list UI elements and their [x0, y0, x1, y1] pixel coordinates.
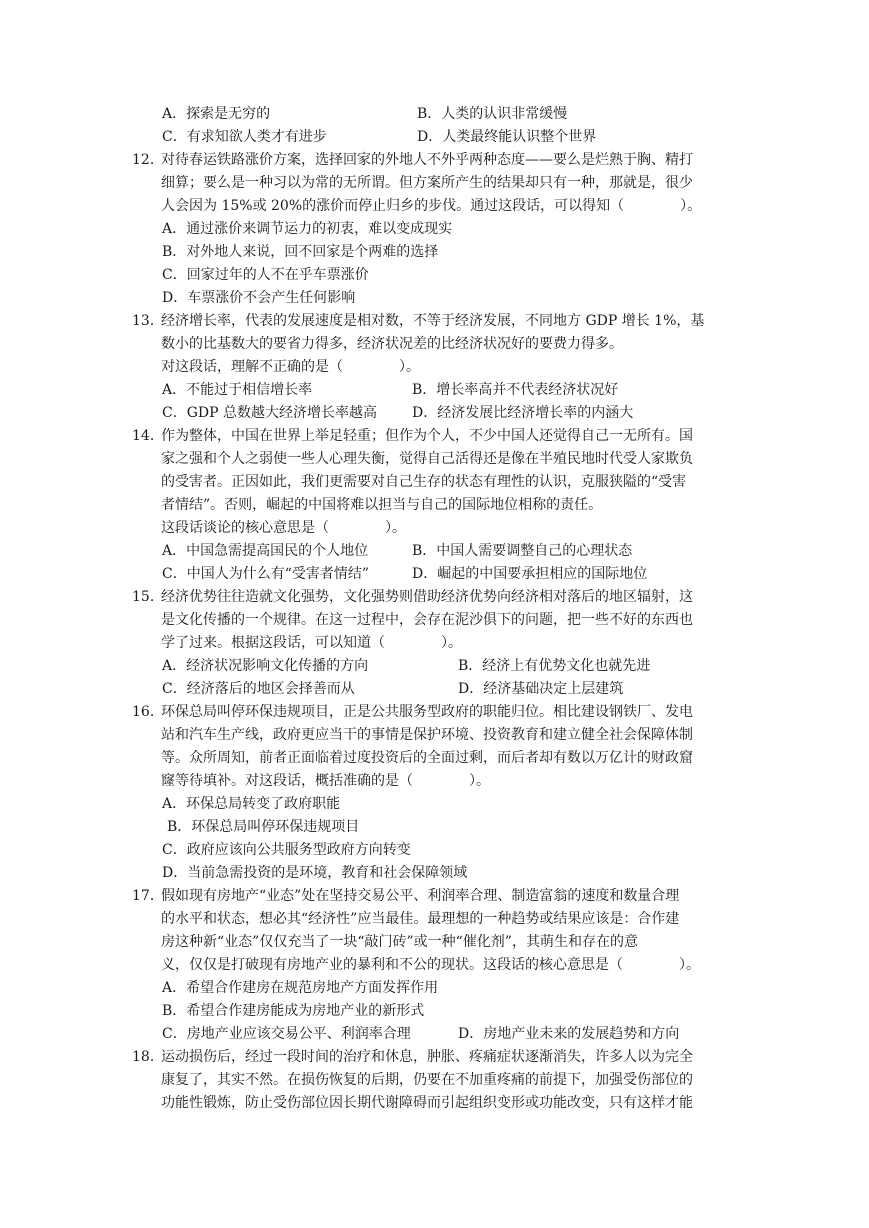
q15-number: 15．	[132, 589, 164, 605]
q14-number: 14．	[132, 428, 164, 444]
q12-option-a: A．通过涨价来调节运力的初衷，难以变成现实	[162, 221, 453, 237]
q16-stem-line: 环保总局叫停环保违规项目，正是公共服务型政府的职能归位。相比建设钢铁厂、发电	[161, 704, 693, 720]
q14-option-d: D．崛起的中国要承担相应的国际地位	[412, 566, 648, 582]
q11-option-c: C．有求知欲人类才有进步	[162, 129, 327, 145]
q17-option-d: D．房地产业未来的发展趋势和方向	[458, 1026, 680, 1042]
q13-stem-line: 对这段话，理解不正确的是（ ）。	[161, 359, 420, 375]
q14-stem-line: 者情结”。否则，崛起的中国将难以担当与自己的国际地位相称的责任。	[161, 497, 603, 513]
q16-option-d: D．当前急需投资的是环境，教育和社会保障领域	[162, 865, 468, 881]
q18-stem-line: 运动损伤后，经过一段时间的治疗和休息，肿胀、疼痛症状逐渐消失，许多人以为完全	[161, 1049, 693, 1065]
q18-number: 18．	[132, 1049, 164, 1065]
q15-option-c: C．经济落后的地区会择善而从	[162, 681, 355, 697]
q16-stem-line: 窿等待填补。对这段话，概括准确的是（ ）。	[161, 773, 490, 789]
q12-option-d: D．车票涨价不会产生任何影响	[162, 290, 356, 306]
q16-number: 16．	[132, 704, 164, 720]
q13-number: 13．	[132, 313, 164, 329]
q11-option-b: B．人类的认识非常缓慢	[417, 106, 568, 122]
q13-option-b: B．增长率高并不代表经济状况好	[412, 382, 619, 398]
q13-stem-line: 经济增长率，代表的发展速度是相对数，不等于经济发展，不同地方 GDP 增长 1%，基	[161, 313, 705, 329]
q16-option-b: B．环保总局叫停环保违规项目	[167, 819, 360, 835]
q17-stem-line: 义，仅仅是打破现有房地产业的暴利和不公的现状。这段话的核心意思是（ ）。	[161, 957, 700, 973]
q12-stem-line: 细算；要么是一种习以为常的无所谓。但方案所产生的结果却只有一种，那就是，很少	[161, 175, 693, 191]
q13-option-d: D．经济发展比经济增长率的内涵大	[412, 405, 634, 421]
q13-stem-line: 数小的比基数大的要省力得多，经济状况差的比经济状况好的要费力得多。	[161, 336, 623, 352]
q15-option-d: D．经济基础决定上层建筑	[458, 681, 624, 697]
q14-option-c: C．中国人为什么有“受害者情结”	[162, 566, 370, 582]
q12-number: 12．	[132, 152, 164, 168]
q18-stem-line: 康复了，其实不然。在损伤恢复的后期，仍要在不加重疼痛的前提下，加强受伤部位的	[161, 1072, 693, 1088]
q17-option-c: C．房地产业应该交易公平、利润率合理	[162, 1026, 411, 1042]
q15-option-b: B．经济上有优势文化也就先进	[458, 658, 651, 674]
q11-option-d: D．人类最终能认识整个世界	[417, 129, 597, 145]
q15-stem-line: 是文化传播的一个规律。在这一过程中，会存在泥沙俱下的问题，把一些不好的东西也	[161, 612, 693, 628]
q15-stem-line: 经济优势往往造就文化强势，文化强势则借助经济优势向经济相对落后的地区辐射，这	[161, 589, 693, 605]
q13-option-c: C．GDP 总数越大经济增长率越高	[162, 405, 377, 421]
q16-stem-line: 等。众所周知，前者正面临着过度投资后的全面过剩，而后者却有数以万亿计的财政窟	[161, 750, 693, 766]
q16-option-a: A．环保总局转变了政府职能	[162, 796, 341, 812]
q14-stem-line: 的受害者。正因如此，我们更需要对自己生存的状态有理性的认识，克服狭隘的“受害	[161, 474, 687, 490]
q17-stem-line: 的水平和状态，想必其“经济性”应当最佳。最理想的一种趋势或结果应该是：合作建	[161, 911, 680, 927]
q17-stem-line: 房这种新“业态”仅仅充当了一块“敲门砖”或一种“催化剂”，其萌生和存在的意	[161, 934, 638, 950]
q18-stem-line: 功能性锻炼，防止受伤部位因长期代谢障碍而引起组织变形或功能改变，只有这样才能	[161, 1095, 693, 1111]
q17-option-a: A．希望合作建房在规范房地产方面发挥作用	[162, 980, 439, 996]
q12-stem-line: 对待春运铁路涨价方案，选择回家的外地人不外乎两种态度——要么是烂熟于胸、精打	[161, 152, 693, 168]
q13-option-a: A．不能过于相信增长率	[162, 382, 313, 398]
q15-option-a: A．经济状况影响文化传播的方向	[162, 658, 369, 674]
q17-stem-line: 假如现有房地产“业态”处在坚持交易公平、利润率合理、制造富翁的速度和数量合理	[161, 888, 680, 904]
q12-option-c: C．回家过年的人不在乎车票涨价	[162, 267, 369, 283]
q17-number: 17．	[132, 888, 164, 904]
q11-option-a: A．探索是无穷的	[162, 106, 271, 122]
q16-stem-line: 站和汽车生产线，政府更应当干的事情是保护环境、投资教育和建立健全社会保障体制	[161, 727, 693, 743]
q14-option-b: B．中国人需要调整自己的心理状态	[412, 543, 633, 559]
q14-stem-line: 这段话谈论的核心意思是（ ）。	[161, 520, 406, 536]
q14-stem-line: 家之强和个人之弱使一些人心理失衡，觉得自己活得还是像在半殖民地时代受人家欺负	[161, 451, 693, 467]
q14-option-a: A．中国急需提高国民的个人地位	[162, 543, 369, 559]
q12-stem-line: 人会因为 15%或 20%的涨价而停止归乡的步伐。通过这段话，可以得知（ ）。	[161, 198, 702, 214]
q12-option-b: B．对外地人来说，回不回家是个两难的选择	[162, 244, 439, 260]
q15-stem-line: 学了过来。根据这段话，可以知道（ ）。	[161, 635, 462, 651]
q16-option-c: C．政府应该向公共服务型政府方向转变	[162, 842, 411, 858]
q14-stem-line: 作为整体，中国在世界上举足轻重；但作为个人，不少中国人还觉得自己一无所有。国	[161, 428, 693, 444]
q17-option-b: B．希望合作建房能成为房地产业的新形式	[162, 1003, 425, 1019]
